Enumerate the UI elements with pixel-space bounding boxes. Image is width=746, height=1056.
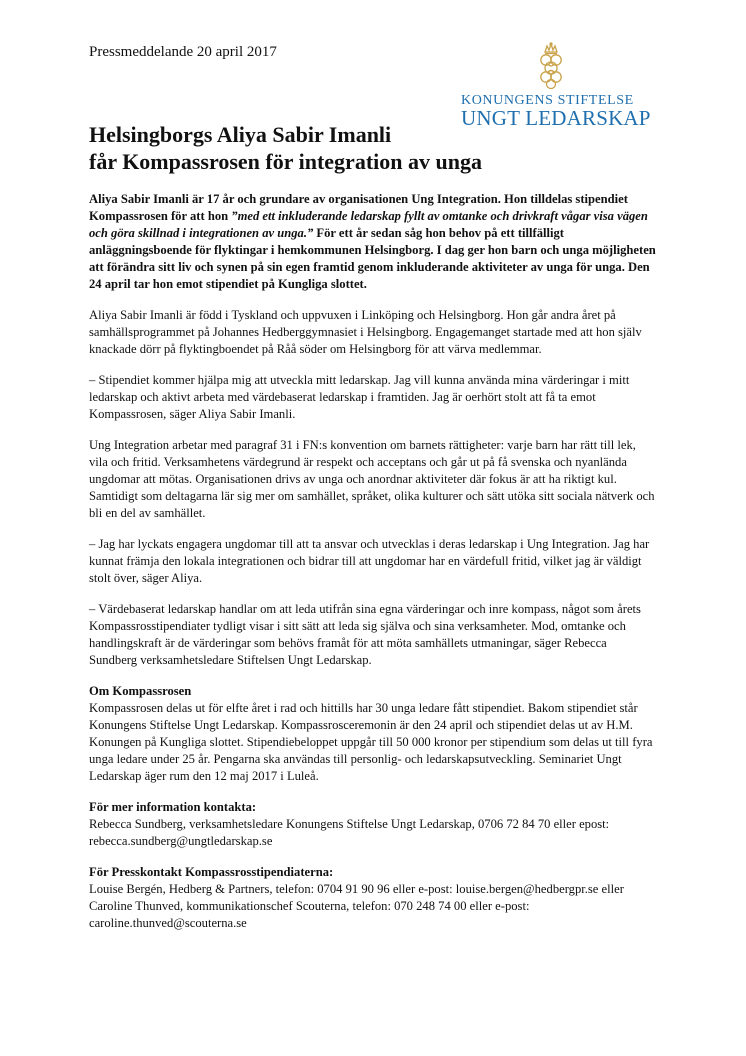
contact-text bbox=[89, 816, 657, 850]
paragraph-background: Aliya Sabir Imanli är född i Tyskland och uppvuxen i Linköping och Helsingborg. Hon går andra året på samhällsprogrammet på Johannes Hedberggymnasiet i Helsingborg. Engagemanget startade med att hon själv knackade dörr på flyktingboendet på Råå söder om Helsingborg för att värva medlemmar. bbox=[89, 308, 642, 356]
about-heading: Om Kompassrosen bbox=[89, 684, 192, 698]
contact-heading: För mer information kontakta: bbox=[89, 800, 257, 814]
contact-section bbox=[89, 799, 657, 850]
royal-crest-icon bbox=[536, 42, 566, 90]
lead-quote: ”med ett inkluderande ledarskap fyllt av omtanke och drivkraft vågar visa vägen och göra skillnad i integrationen av unga.” bbox=[89, 209, 648, 240]
press-contact-line-2: Caroline Thunved, kommunikationschef Scouterna, telefon: 070 248 74 00 eller e-post: bbox=[89, 899, 530, 913]
press-contact-section bbox=[89, 864, 657, 932]
logo-text-program: UNGT LEDARSKAP bbox=[461, 106, 651, 130]
press-contact-email-link[interactable]: caroline.thunved@scouterna.se bbox=[89, 916, 247, 930]
paragraph-quote-aliya: – Stipendiet kommer hjälpa mig att utveckla mitt ledarskap. Jag vill kunna använda mina värderingar i mitt ledarskap och aktivt arbeta med värdebaserat ledarskap i framtiden. Jag är oerhört stolt att få ta emot Kompassrosen, säger Aliya Sabir Imanli. bbox=[89, 373, 630, 421]
lead-paragraph bbox=[89, 191, 657, 293]
article-body bbox=[89, 191, 657, 946]
paragraph-quote-aliya-2: – Jag har lyckats engagera ungdomar till att ta ansvar och utvecklas i deras ledarskap i Ung Integration. Jag har kunnat främja den lokala integrationen och bidrar till att ungdomar har en värdefull fritid, vilket jag är väldigt stolt över, säger Aliya. bbox=[89, 537, 650, 585]
dateline: Pressmeddelande 20 april 2017 bbox=[89, 44, 277, 60]
paragraph-quote-rebecca: – Värdebaserat ledarskap handlar om att leda utifrån sina egna värderingar och inre kompass, något som årets Kompassrosstipendiater tydligt visar i sitt sätt att leda sig själva och sina verksamheter. Mod, omtanke och handlingskraft är de värderingar som behövs framåt för att möta samhällets utmaningar, säger Rebecca Sundberg verksamhetsledare Stiftelsen Ungt Ledarskap. bbox=[89, 602, 641, 667]
contact-email-link[interactable]: rebecca.sundberg@ungtledarskap.se bbox=[89, 834, 273, 848]
about-section bbox=[89, 683, 657, 785]
press-contact-line-1: Louise Bergén, Hedberg & Partners, telefon: 0704 91 90 96 eller e-post: louise.bergen@hedbergpr.se eller bbox=[89, 882, 624, 896]
contact-line: Rebecca Sundberg, verksamhetsledare Konungens Stiftelse Ungt Ledarskap, 0706 72 84 70 eller epost: bbox=[89, 817, 610, 831]
headline-line-1: Helsingborgs Aliya Sabir Imanli bbox=[89, 122, 392, 147]
headline bbox=[89, 121, 609, 175]
lead-text-start: Aliya Sabir Imanli är 17 år och grundare av organisationen Ung Integration. Hon tilldelas stipendiet Kompassrosen för att hon bbox=[89, 192, 628, 223]
press-contact-heading: För Presskontakt Kompassrosstipendiaterna: bbox=[89, 865, 334, 879]
logo-text-foundation: KONUNGENS STIFTELSE bbox=[461, 93, 634, 108]
paragraph-organisation: Ung Integration arbetar med paragraf 31 i FN:s konvention om barnets rättigheter: varje barn har rätt till lek, vila och fritid. Verksamhetens värdegrund är respekt och acceptans och går ut på få svenska och nyanlända ungdomar att mötas. Organisationen drivs av unga och anordnar aktiviteter där fokus är att ha riktigt kul. Samtidigt som deltagarna lär sig mer om samhället, språket, olika kulturer och sätt utöka sitt sociala nätverk och bli en del av samhället. bbox=[89, 438, 655, 520]
foundation-logo bbox=[458, 42, 658, 132]
about-text: Kompassrosen delas ut för elfte året i rad och hittills har 30 unga ledare fått stipendiet. Bakom stipendiet står Konungens Stiftelse Ungt Ledarskap. Kompassrosceremonin är den 24 april och stipendiet delas ut av H.M. Konungen på Kungliga slottet. Stipendiebeloppet uppgår till 50 000 kronor per stipendium som delas ut till fyra unga ledare under 25 år. Pengarna ska användas till personlig- och ledarskapsutveckling. Seminariet Ungt Ledarskap äger rum den 12 maj 2017 i Luleå. bbox=[89, 701, 653, 783]
headline-line-2: får Kompassrosen för integration av unga bbox=[89, 149, 482, 174]
lead-text-end: För ett år sedan såg hon behov på ett tillfälligt anläggningsboende för flyktingar i hemkommunen Helsingborg. I dag ger hon barn och unga möjligheten att förändra sitt liv och synen på sin egen framtid genom inkluderande aktiviteter av unga för unga. Den 24 april tar hon emot stipendiet på Kungliga slottet. bbox=[89, 226, 656, 291]
press-contact-text bbox=[89, 881, 657, 932]
